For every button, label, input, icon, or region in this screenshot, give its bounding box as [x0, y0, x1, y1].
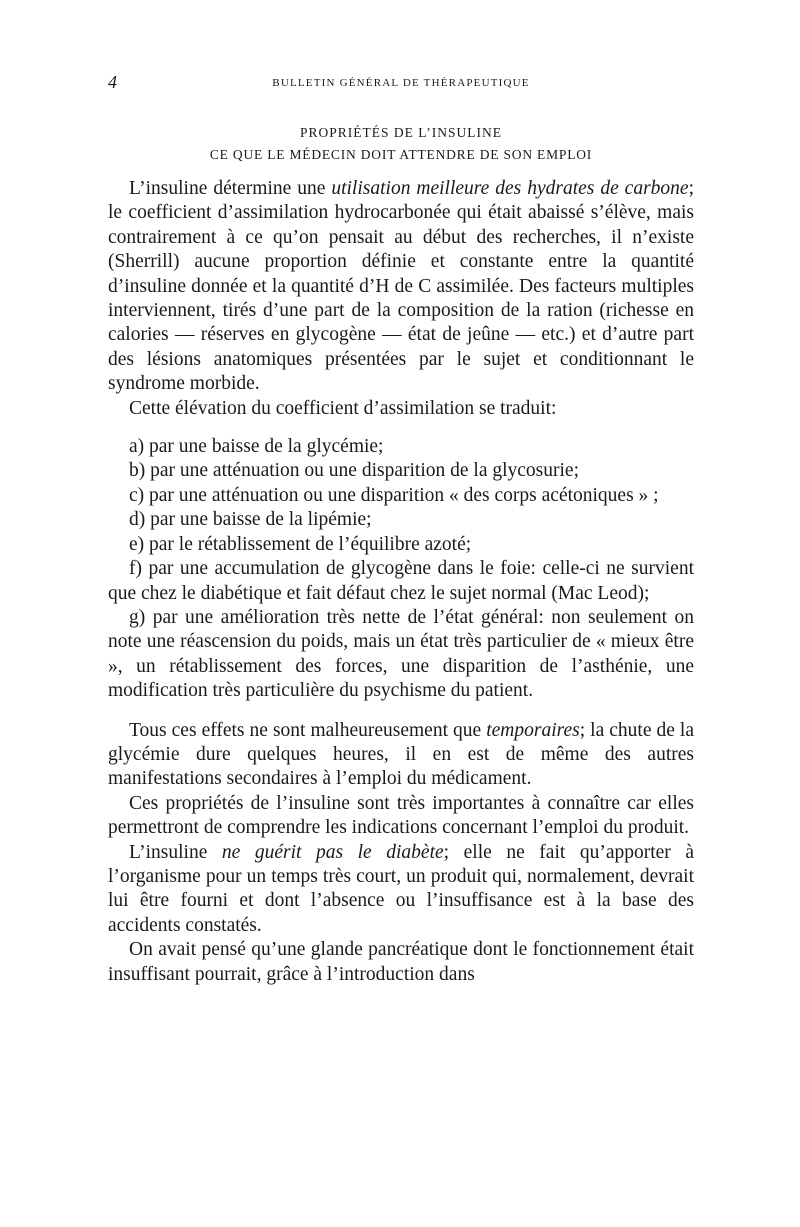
section-subtitle: CE QUE LE MÉDECIN DOIT ATTENDRE DE SON EMPLOI — [209, 147, 593, 162]
running-head — [108, 72, 694, 100]
list-item-b: b) par une atténuation ou une disparition de la glycosurie; — [129, 460, 579, 482]
page-number: 4 — [108, 72, 117, 92]
effects-list — [108, 435, 694, 703]
paragraph-1 — [108, 177, 694, 397]
paragraph-5 — [108, 841, 694, 939]
paragraph-1-rest: ; le coefficient d’assimilation hydrocarbonée qui était abaissé s’élève, mais contrairement à ce qu’on pensait au début des recherches, il n’existe (Sherrill) aucune proportion définie et constante entre la quantité d’insuline donnée et la quantité d’H de C assimilée. Des facteurs multiples interviennent, tirés d’une part de la composition de la ration (richesse en calories — réserves en glycogène — état de jeûne — etc.) et d’autre part des lésions anatomiques présentées par le sujet et conditionnant le syndrome morbide. — [108, 178, 694, 395]
paragraph-3-rest: ; la chute de la glycémie dure quelques heures, il en est de même des autres manifestations secondaires à l’emploi du médicament. — [108, 719, 694, 790]
paragraph-3 — [108, 719, 694, 792]
list-item-f: f) par une accumulation de glycogène dans le foie: celle-ci ne survient que chez le diabétique et fait défaut chez le sujet normal (Mac Leod); — [108, 558, 694, 604]
list-item-g: g) par une amélioration très nette de l’état général: non seulement on note une réascension du poids, mais un état très particulier de « mieux être », un rétablissement des forces, une disparition de l’asthénie, une modification très particulière du psychisme du patient. — [108, 606, 694, 702]
list-item-c: c) par une atténuation ou une disparition « des corps acétoniques » ; — [129, 484, 659, 506]
paragraph-5-rest: ; elle ne fait qu’apporter à l’organisme pour un temps très court, un produit qui, normalement, devrait lui être fourni et dont l’absence ou l’insuffisance est à la base des accidents constatés. — [108, 841, 694, 936]
document-page — [108, 72, 694, 987]
paragraph-3-emphasis: temporaires — [486, 719, 580, 741]
paragraph-6: On avait pensé qu’une glande pancréatique dont le fonctionnement était insuffisant pourrait, grâce à l’introduction dans — [108, 939, 694, 985]
paragraph-4: Ces propriétés de l’insuline sont très importantes à connaître car elles permettront de comprendre les indications concernant l’emploi du produit. — [108, 792, 694, 839]
section-title: PROPRIÉTÉS DE L’INSULINE — [299, 125, 502, 140]
list-item-e: e) par le rétablissement de l’équilibre azoté; — [129, 533, 472, 555]
paragraph-1-lead: L’insuline détermine une — [129, 178, 332, 199]
body-text — [108, 177, 694, 987]
journal-title: BULLETIN GÉNÉRAL DE THÉRAPEUTIQUE — [272, 77, 530, 89]
paragraph-5-lead: L’insuline — [129, 841, 222, 863]
paragraph-3-lead: Tous ces effets ne sont malheureusement que — [129, 719, 487, 741]
paragraph-1-emphasis: utilisation meilleure des hydrates de carbone — [331, 178, 689, 199]
paragraph-5-emphasis: ne guérit pas le diabète — [221, 841, 444, 863]
paragraph-2: Cette élévation du coefficient d’assimilation se traduit: — [129, 397, 557, 419]
list-item-a: a) par une baisse de la glycémie; — [129, 436, 384, 458]
list-item-d: d) par une baisse de la lipémie; — [129, 509, 372, 531]
